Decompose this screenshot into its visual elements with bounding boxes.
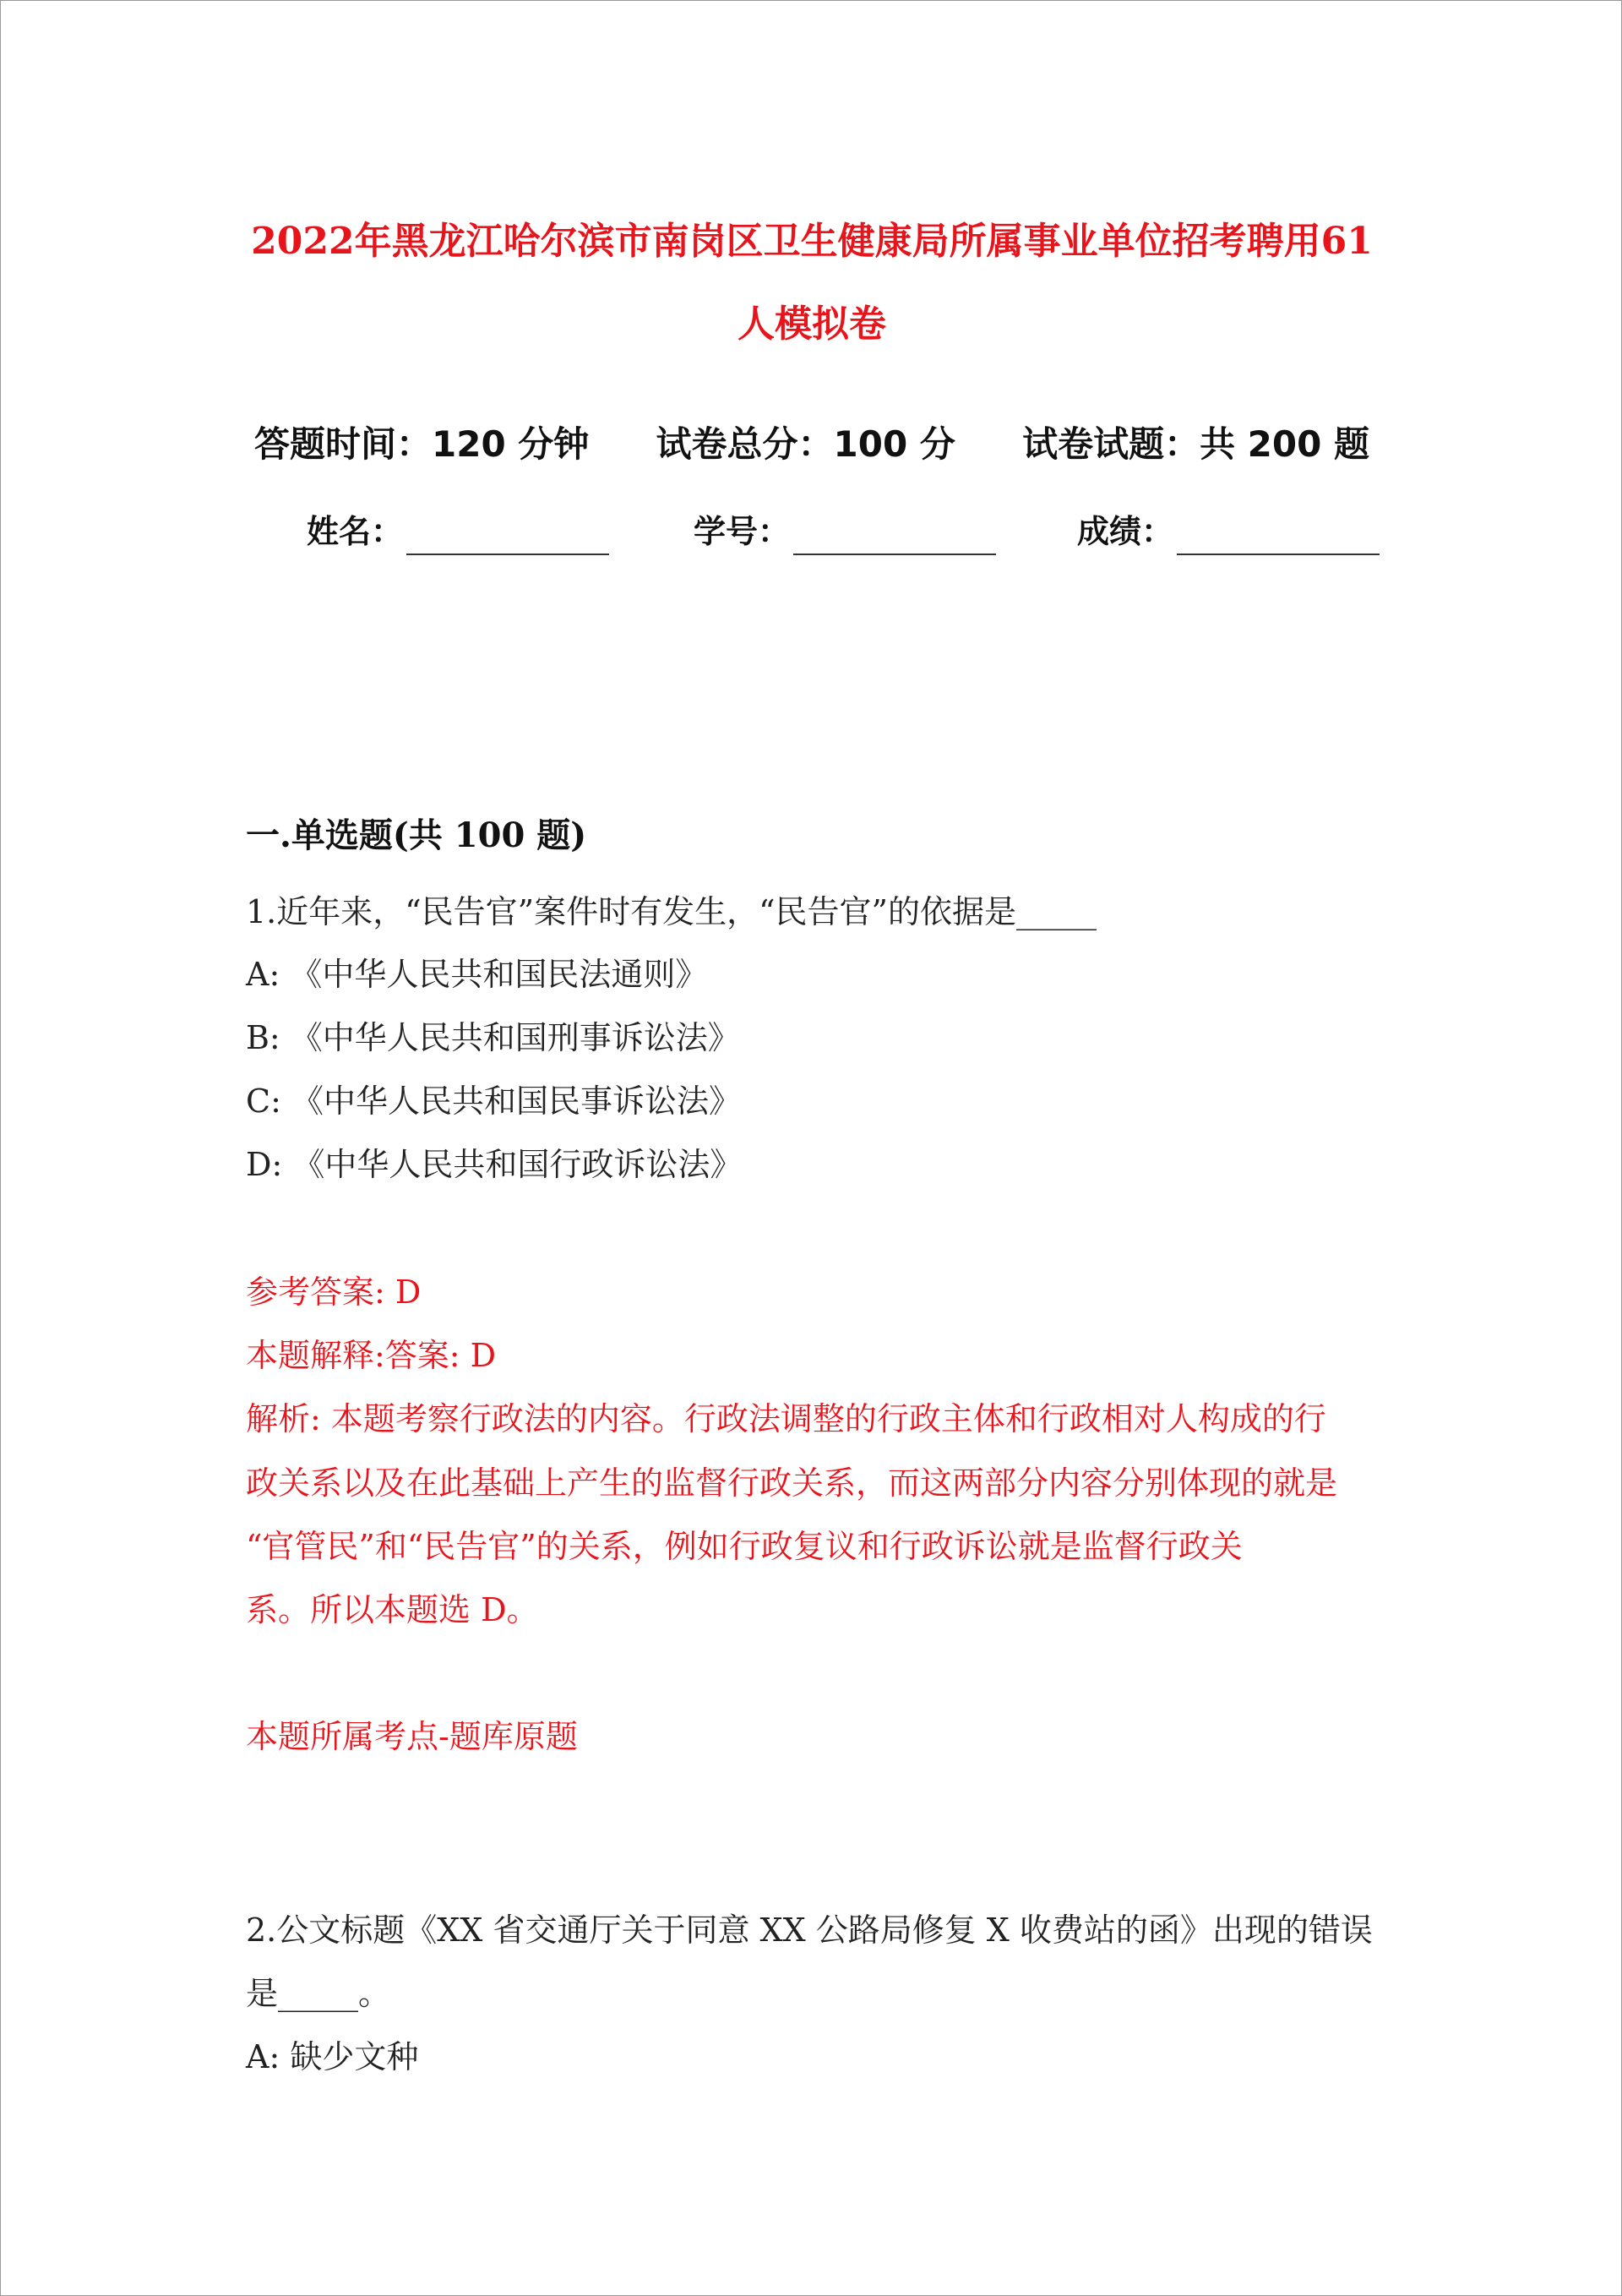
student-id-label: 学号：	[694, 513, 791, 550]
question-1-explanation-line-4: 系。所以本题选 D。	[246, 1591, 539, 1628]
document-title-line-1: 2022年黑龙江哈尔滨市南岗区卫生健康局所属事业单位招考聘用61	[251, 220, 1373, 263]
score-blank-line	[1177, 520, 1380, 555]
question-1-explanation-title: 本题解释:答案: D	[246, 1337, 497, 1374]
question-1-option-c: C: 《中华人民共和国民事诉讼法》	[246, 1083, 741, 1120]
exam-total-score: 试卷总分：100 分	[656, 423, 955, 465]
question-2-stem-line-2: 是_____。	[246, 1975, 391, 2012]
question-2-stem-line-1: 2.公文标题《XX 省交通厅关于同意 XX 公路局修复 X 收费站的函》出现的错误	[246, 1912, 1373, 1949]
question-1-option-b: B: 《中华人民共和国刑事诉讼法》	[246, 1019, 740, 1056]
exam-question-count: 试卷试题：共 200 题	[1022, 423, 1369, 465]
exam-time: 答题时间：120 分钟	[254, 423, 590, 465]
question-1-answer: 参考答案: D	[246, 1273, 422, 1311]
name-blank-line	[406, 520, 609, 555]
score-label: 成绩：	[1077, 513, 1174, 550]
question-1-explanation-line-1: 解析: 本题考察行政法的内容。行政法调整的行政主体和行政相对人构成的行	[246, 1400, 1326, 1437]
question-1-explanation-line-3: “官管民”和“民告官”的关系，例如行政复议和行政诉讼就是监督行政关	[246, 1528, 1243, 1565]
name-field	[307, 508, 609, 555]
student-id-blank-line	[793, 520, 996, 555]
exam-meta	[254, 419, 1369, 470]
section-title: 一.单选题(共 100 题)	[246, 815, 587, 855]
question-1-explanation-line-2: 政关系以及在此基础上产生的监督行政关系，而这两部分内容分别体现的就是	[246, 1464, 1338, 1502]
question-1-option-d: D: 《中华人民共和国行政诉讼法》	[246, 1146, 743, 1183]
document-title-line-2: 人模拟卷	[738, 303, 886, 346]
score-field	[1077, 508, 1380, 555]
question-2-option-a: A: 缺少文种	[246, 2038, 419, 2075]
question-1-option-a: A: 《中华人民共和国民法通则》	[246, 956, 708, 993]
student-id-field	[694, 508, 996, 555]
name-label: 姓名：	[307, 513, 404, 550]
question-1-knowledge-point: 本题所属考点-题库原题	[246, 1718, 578, 1755]
question-1-stem: 1.近年来，“民告官”案件时有发生，“民告官”的依据是_____	[246, 893, 1097, 930]
